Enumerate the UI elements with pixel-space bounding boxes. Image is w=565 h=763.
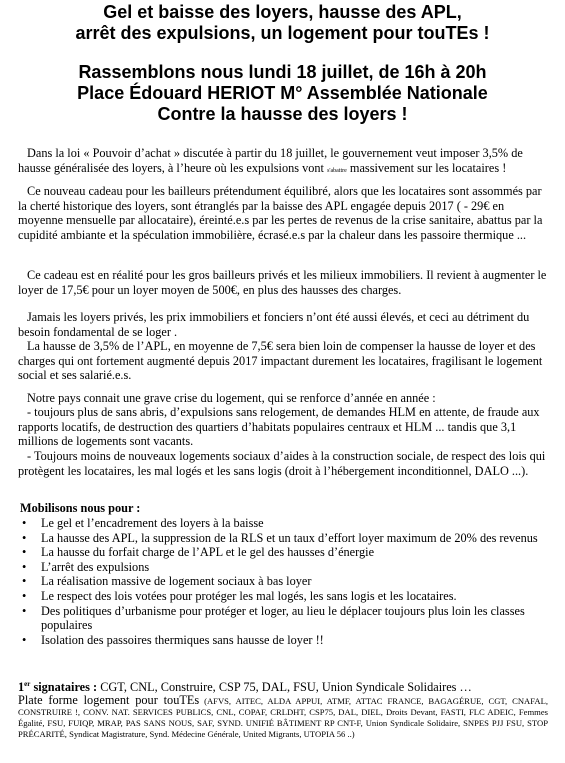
bullet-icon: • bbox=[22, 588, 27, 603]
bullet-icon: • bbox=[22, 574, 27, 589]
list-item: • Des politiques d’urbanisme pour protéger et loger, au lieu le déplacer toujours plus loin les classes populaires bbox=[22, 603, 525, 633]
bullet-icon: • bbox=[22, 545, 27, 560]
headline bbox=[10, 2, 555, 44]
list-item: • Le respect des lois votées pour protéger les mal logés, les sans logis et les locataires. bbox=[22, 588, 457, 603]
paragraph-social-housing: - Toujours moins de nouveaux logements sociaux d’aides à la construction sociale, de respect des lois qui protègent les locataires, les mal logés et les sans logis (droit à l’hébergement inconditionnel, DALO ...). bbox=[18, 449, 546, 478]
bullet-icon: • bbox=[22, 530, 27, 545]
rally-announcement bbox=[10, 62, 555, 125]
paragraph-gift-landlords: Ce nouveau cadeau pour les bailleurs prétendument équilibré, alors que les locataires sont assommés par la cherté historique des loyers, sont étranglés par la baisse des APL engagée depuis 2017 ( - 29€ en moyenne mensuelle par allocataire), éreinté.e.s par les pertes de revenus de la crise sanitaire, abattus par la cupidité ambiante et la spéculation immobilière, écrasé.e.s par la chaleur dans les passoire thermique ... bbox=[18, 184, 543, 242]
platform-label: Plate forme logement pour touTEs bbox=[18, 692, 200, 707]
paragraph-apl-increase: La hausse de 3,5% de l’APL, en moyenne de 7,5€ sera bien loin de compenser la hausse de loyer et des charges qui ont fortement augmenté depuis 2017 impactant durement les locataires, fragilisant le logement social et ses salarié.e.s. bbox=[18, 339, 543, 383]
paragraph-real-gift: Ce cadeau est en réalité pour les gros bailleurs privés et les milieux immobiliers. Il revient à augmenter le loyer de 17,5€ pour un loyer moyen de 500€, en plus des hausses des charges. bbox=[18, 268, 547, 297]
headline-line-2: arrêt des expulsions, un logement pour touTEs ! bbox=[75, 23, 490, 43]
signatories-label: 1er signataires : bbox=[18, 680, 98, 695]
list-item: • Isolation des passoires thermiques sans hausse de loyer !! bbox=[22, 632, 324, 647]
paragraph-intro bbox=[18, 146, 548, 178]
paragraph-intro-end: massivement sur les locataires ! bbox=[349, 160, 507, 175]
paragraph-intro-small-text: s'abattre bbox=[327, 167, 347, 174]
list-item: • La hausse du forfait charge de l’APL et le gel des hausses d’énergie bbox=[22, 545, 375, 560]
headline-line-1: Gel et baisse des loyers, hausse des APL, bbox=[103, 2, 462, 22]
platform-members bbox=[18, 692, 548, 740]
bullet-icon: • bbox=[22, 632, 27, 647]
list-item: • L’arrêt des expulsions bbox=[22, 559, 150, 574]
paragraph-homeless-evictions: - toujours plus de sans abris, d’expulsions sans relogement, de demandes HLM en attente, de fraude aux rapports locatifs, de destruction des quartiers d’habitats populaires centraux et HLM ... tandis que 3,1 millions de logements sont vacants. bbox=[18, 405, 540, 449]
demands-list bbox=[20, 516, 540, 647]
paragraph-housing-crisis: Notre pays connait une grave crise du logement, qui se renforce d’année en année : bbox=[27, 391, 436, 405]
signatories-block bbox=[18, 677, 548, 740]
platform-members-list: (AFVS, AITEC, ALDA APPUI, ATMF, ATTAC FRANCE, BAGAGÉRUE, CGT, CNAFAL, CONSTRUIRE !, CONV. NAT. SERVICES PUBLICS, CNL, COPAF, CRLDHT, CSP75, DAL, DIEL, Droits Devant, FASTI, FLC ADEIC, Femmes Égalité, FSU, FUIQP, MRAP, PAS SANS NOUS, SAF, SYND. UNIFIÉ BÂTIMENT RP CNT-F, Union Syndicale Solidaire, SNPES PJJ FSU, STOP PRÉCARITÉ, Syndicat Magistrature, Synd. Médecine Générale, United Migrants, UTOPIA 56 ..) bbox=[18, 695, 548, 739]
list-item: • La réalisation massive de logement sociaux à bas loyer bbox=[22, 574, 312, 589]
list-item: • La hausse des APL, la suppression de la RLS et un taux d’effort loyer maximum de 20% des revenus bbox=[22, 530, 538, 545]
bullet-icon: • bbox=[22, 559, 27, 574]
rally-date-time: Rassemblons nous lundi 18 juillet, de 16h à 20h bbox=[78, 62, 487, 82]
rally-slogan: Contre la hausse des loyers ! bbox=[157, 104, 408, 124]
bullet-icon: • bbox=[22, 603, 27, 618]
signatories-list: CGT, CNL, Construire, CSP 75, DAL, FSU, Union Syndicale Solidaires … bbox=[100, 680, 472, 695]
paragraph-intro-text: Dans la loi « Pouvoir d’achat » discutée à partir du 18 juillet, le gouvernement veut imposer 3,5% de hausse généralisée des loyers, à l’heure où les expulsions vont bbox=[18, 146, 523, 175]
bullet-icon: • bbox=[22, 516, 27, 530]
demands-heading: Mobilisons nous pour : bbox=[20, 501, 141, 515]
list-item: • Le gel et l’encadrement des loyers à la baisse bbox=[22, 516, 264, 530]
rally-location: Place Édouard HERIOT M° Assemblée Nationale bbox=[77, 83, 488, 103]
paragraph-private-rents: Jamais les loyers privés, les prix immobiliers et fonciers n’ont été aussi élevés, et ceci au détriment du besoin fondamental de se loger . bbox=[18, 310, 530, 339]
